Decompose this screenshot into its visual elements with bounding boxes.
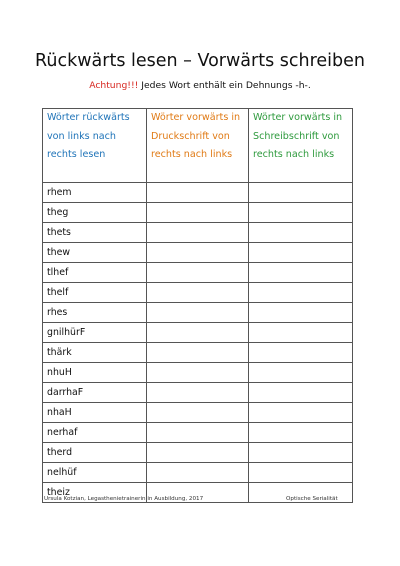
cursive-answer-cell[interactable] <box>249 363 353 383</box>
cursive-answer-cell[interactable] <box>249 323 353 343</box>
print-answer-cell[interactable] <box>147 363 249 383</box>
print-answer-cell[interactable] <box>147 283 249 303</box>
cursive-answer-cell[interactable] <box>249 303 353 323</box>
cursive-answer-cell[interactable] <box>249 423 353 443</box>
reversed-word-cell: thets <box>43 223 147 243</box>
table-header-row <box>43 109 353 183</box>
reversed-word-cell: gnilhürF <box>43 323 147 343</box>
reversed-word-cell: rhem <box>43 183 147 203</box>
reversed-word-cell: nhaH <box>43 403 147 423</box>
table-row <box>43 203 353 223</box>
cursive-answer-cell[interactable] <box>249 403 353 423</box>
header-cursive-forwards: Wörter vorwärts in Schreibschrift von rechts nach links <box>249 109 353 183</box>
warning-text: Achtung!!! <box>89 80 139 91</box>
cursive-answer-cell[interactable] <box>249 183 353 203</box>
print-answer-cell[interactable] <box>147 443 249 463</box>
table-row <box>43 403 353 423</box>
reversed-word-cell: rhes <box>43 303 147 323</box>
print-answer-cell[interactable] <box>147 323 249 343</box>
cursive-answer-cell[interactable] <box>249 283 353 303</box>
cursive-answer-cell[interactable] <box>249 443 353 463</box>
reversed-word-cell: nelhüf <box>43 463 147 483</box>
footer-topic: Optische Serialität <box>286 496 338 502</box>
cursive-answer-cell[interactable] <box>249 203 353 223</box>
print-answer-cell[interactable] <box>147 463 249 483</box>
print-answer-cell[interactable] <box>147 203 249 223</box>
worksheet-table <box>42 108 353 503</box>
reversed-word-cell: darrhaF <box>43 383 147 403</box>
table-row <box>43 383 353 403</box>
reversed-word-cell: theiz <box>43 483 147 503</box>
table-row <box>43 463 353 483</box>
header-read-backwards: Wörter rückwärts von links nach rechts lesen <box>43 109 147 183</box>
cursive-answer-cell[interactable] <box>249 223 353 243</box>
reversed-word-cell: thärk <box>43 343 147 363</box>
print-answer-cell[interactable] <box>147 403 249 423</box>
reversed-word-cell: nhuH <box>43 363 147 383</box>
subtitle <box>0 80 400 92</box>
table-row <box>43 283 353 303</box>
cursive-answer-cell[interactable] <box>249 343 353 363</box>
cursive-answer-cell[interactable] <box>249 243 353 263</box>
table-row <box>43 303 353 323</box>
print-answer-cell[interactable] <box>147 243 249 263</box>
reversed-word-cell: thew <box>43 243 147 263</box>
table-row <box>43 423 353 443</box>
print-answer-cell[interactable] <box>147 383 249 403</box>
instruction-text: Jedes Wort enthält ein Dehnungs -h-. <box>138 80 311 91</box>
header-print-forwards: Wörter vorwärts in Druckschrift von rechts nach links <box>147 109 249 183</box>
print-answer-cell[interactable] <box>147 223 249 243</box>
table-row <box>43 443 353 463</box>
table-row <box>43 223 353 243</box>
footer-author: Ursula Kotzian, Legasthenietrainerin in Ausbildung, 2017 <box>44 496 204 502</box>
table-row <box>43 243 353 263</box>
reversed-word-cell: nerhaf <box>43 423 147 443</box>
print-answer-cell[interactable] <box>147 183 249 203</box>
cursive-answer-cell[interactable] <box>249 463 353 483</box>
print-answer-cell[interactable] <box>147 343 249 363</box>
table-row <box>43 323 353 343</box>
page-title: Rückwärts lesen – Vorwärts schreiben <box>35 51 365 71</box>
print-answer-cell[interactable] <box>147 423 249 443</box>
table-row <box>43 363 353 383</box>
print-answer-cell[interactable] <box>147 263 249 283</box>
reversed-word-cell: tlhef <box>43 263 147 283</box>
print-answer-cell[interactable] <box>147 303 249 323</box>
table-row <box>43 183 353 203</box>
cursive-answer-cell[interactable] <box>249 383 353 403</box>
reversed-word-cell: theg <box>43 203 147 223</box>
table-row <box>43 263 353 283</box>
reversed-word-cell: thelf <box>43 283 147 303</box>
table-row <box>43 343 353 363</box>
reversed-word-cell: therd <box>43 443 147 463</box>
cursive-answer-cell[interactable] <box>249 263 353 283</box>
